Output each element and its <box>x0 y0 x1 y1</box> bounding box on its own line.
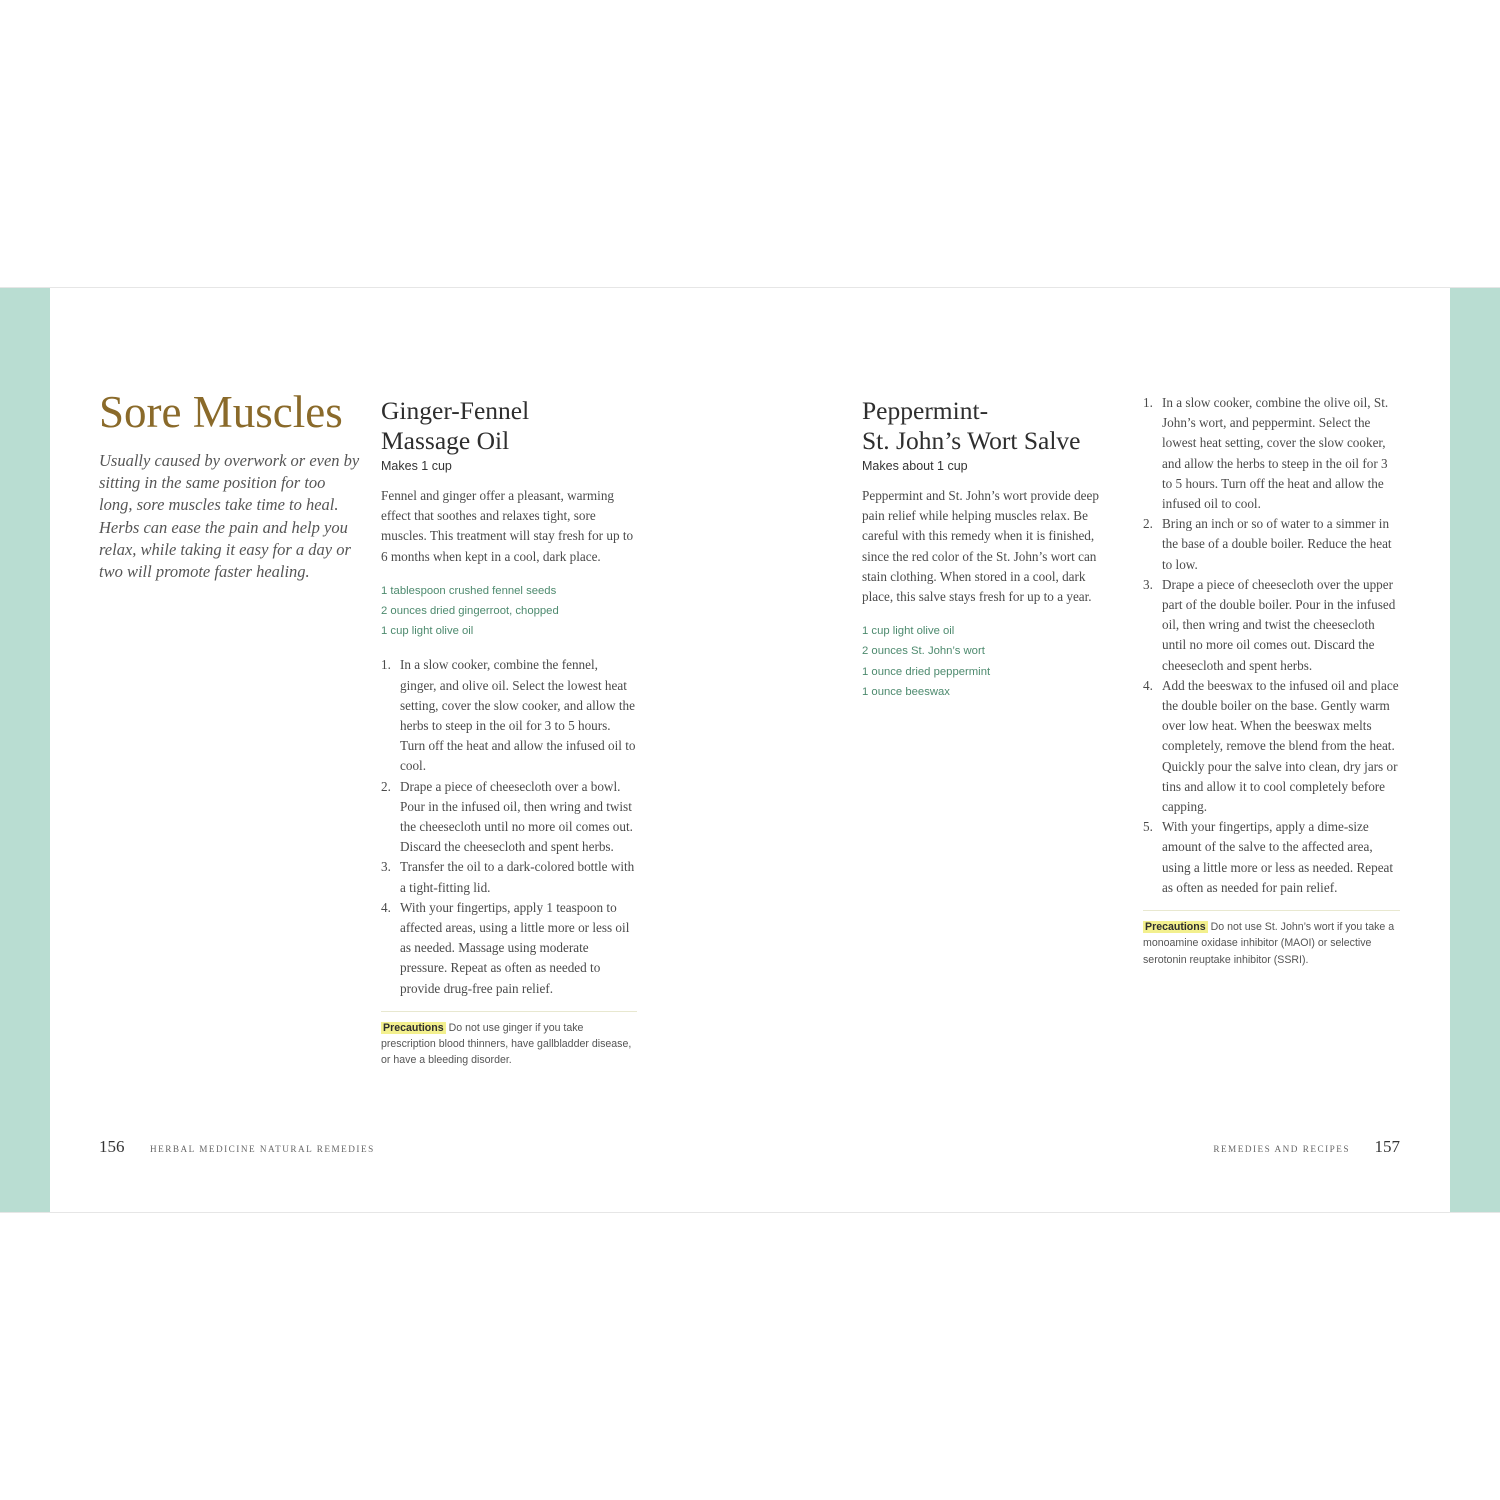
step-item <box>381 857 637 897</box>
running-head-right: REMEDIES AND RECIPES <box>1213 1144 1350 1154</box>
precautions-note <box>381 1011 637 1069</box>
page-number-left: 156 <box>99 1137 125 1156</box>
step-text: Bring an inch or so of water to a simmer in the base of a double boiler. Reduce the heat to low. <box>1162 516 1392 572</box>
running-head-left: HERBAL MEDICINE NATURAL REMEDIES <box>150 1144 375 1154</box>
step-text: In a slow cooker, combine the fennel, ginger, and olive oil. Select the lowest heat setting, cover the slow cooker, and allow the herbs to steep in the oil for 3 to 5 hours. Turn off the heat and allow the infused oil to cool. <box>400 657 636 774</box>
step-item <box>1143 676 1400 817</box>
step-number: 1. <box>1143 395 1153 410</box>
ingredient-item: 1 ounce dried peppermint <box>862 665 991 678</box>
step-number: 2. <box>381 778 391 794</box>
recipe-description: Fennel and ginger offer a pleasant, warming effect that soothes and relaxes tight, sore muscles. This treatment will stay fresh for up to 6 months when kept in a cool, dark place. <box>381 488 634 564</box>
step-number: 3. <box>381 859 391 875</box>
recipe-title-line2: St. John’s Wort Salve <box>862 426 1081 455</box>
right-color-bleed <box>1450 288 1500 1212</box>
ingredient-item: 1 cup light olive oil <box>381 625 474 638</box>
ingredient-item: 1 ounce beeswax <box>862 685 950 698</box>
ingredient-item: 2 ounces dried gingerroot, chopped <box>381 605 559 618</box>
ingredient-list <box>862 621 1114 702</box>
step-item <box>1143 575 1400 676</box>
step-item <box>381 655 637 776</box>
precautions-note <box>1143 910 1400 968</box>
step-text: Drape a piece of cheesecloth over a bowl. Pour in the infused oil, then wring and twist the cheesecloth until no more oil comes out. Discard the cheesecloth and spent herbs. <box>400 778 633 855</box>
left-color-bleed <box>0 288 50 1212</box>
step-text: In a slow cooker, combine the olive oil, St. John’s wort, and peppermint. Select the lowest heat setting, cover the slow cooker, and allow the herbs to steep in the oil for 3 to 5 hours. Turn off the heat and allow the infused oil to cool. <box>1162 395 1389 512</box>
step-item <box>381 898 637 999</box>
step-number: 3. <box>1143 576 1153 592</box>
step-item <box>1143 514 1400 575</box>
step-text: Drape a piece of cheesecloth over the upper part of the double boiler. Pour in the infused oil, then wring and twist the cheesecloth until no more oil comes out. Discard the cheesecloth and spent herbs. <box>1162 576 1396 673</box>
precautions-label: Precautions <box>383 1021 444 1034</box>
step-item <box>381 777 637 858</box>
ingredient-item: 2 ounces St. John’s wort <box>862 645 985 658</box>
recipe-peppermint-steps <box>1143 393 1400 968</box>
precautions-text: Do not use ginger if you take prescription blood thinners, have gallbladder disease, or have a bleeding disorder. <box>381 1021 632 1067</box>
recipe-title-line1: Peppermint- <box>862 396 989 425</box>
section-title: Sore Muscles <box>99 387 343 437</box>
step-text: Add the beeswax to the infused oil and place the double boiler on the base. Gently warm over low heat. When the beeswax melts completely, remove the blend from the heat. Quickly pour the salve into clean, dry jars or tins and allow it to cool completely before capping. <box>1162 677 1399 815</box>
ingredient-list <box>381 581 637 642</box>
step-text: With your fingertips, apply a dime-size amount of the salve to the affected area, using a little more or less as needed. Repeat as often as needed for pain relief. <box>1162 819 1394 895</box>
step-number: 4. <box>381 899 391 915</box>
step-number: 4. <box>1143 677 1153 693</box>
ingredient-item: 1 cup light olive oil <box>862 625 955 638</box>
recipe-peppermint-salve <box>862 396 1114 716</box>
step-item <box>1143 817 1400 898</box>
page-number-right: 157 <box>1374 1137 1400 1156</box>
step-number: 5. <box>1143 819 1153 835</box>
recipe-title <box>862 396 1114 456</box>
step-list <box>1143 393 1400 898</box>
recipe-title <box>381 396 637 456</box>
ingredient-item: 1 tablespoon crushed fennel seeds <box>381 584 557 597</box>
recipe-yield: Makes 1 cup <box>381 459 452 473</box>
book-spread <box>0 287 1500 1213</box>
step-number: 1. <box>381 657 391 673</box>
recipe-ginger-fennel <box>381 396 637 1069</box>
recipe-description: Peppermint and St. John’s wort provide deep pain relief while helping muscles relax. Be careful with this remedy when it is finished, since the red color of the St. John’s wort can stain clothing. When stored in a cool, dark place, this salve stays fresh for up to a year. <box>862 488 1099 605</box>
step-item <box>1143 393 1400 514</box>
precautions-text: Do not use St. John’s wort if you take a monoamine oxidase inhibitor (MAOI) or selective serotonin reuptake inhibitor (SSRI). <box>1143 921 1395 966</box>
section-intro: Usually caused by overwork or even by sitting in the same position for too long, sore muscles take time to heal. Herbs can ease the pain and help you relax, while taking it easy for a day or two will promote faster healing. <box>99 451 360 582</box>
step-text: With your fingertips, apply 1 teaspoon to affected areas, using a little more or less oil as needed. Massage using moderate pressure. Repeat as often as needed to provide drug-free pain relief. <box>400 899 630 996</box>
step-number: 2. <box>1143 516 1153 532</box>
step-list <box>381 655 637 998</box>
step-text: Transfer the oil to a dark-colored bottle with a tight-fitting lid. <box>400 859 635 895</box>
recipe-yield: Makes about 1 cup <box>862 459 968 473</box>
recipe-title-line1: Ginger-Fennel <box>381 396 530 425</box>
recipe-title-line2: Massage Oil <box>381 426 510 455</box>
precautions-label: Precautions <box>1145 921 1206 934</box>
